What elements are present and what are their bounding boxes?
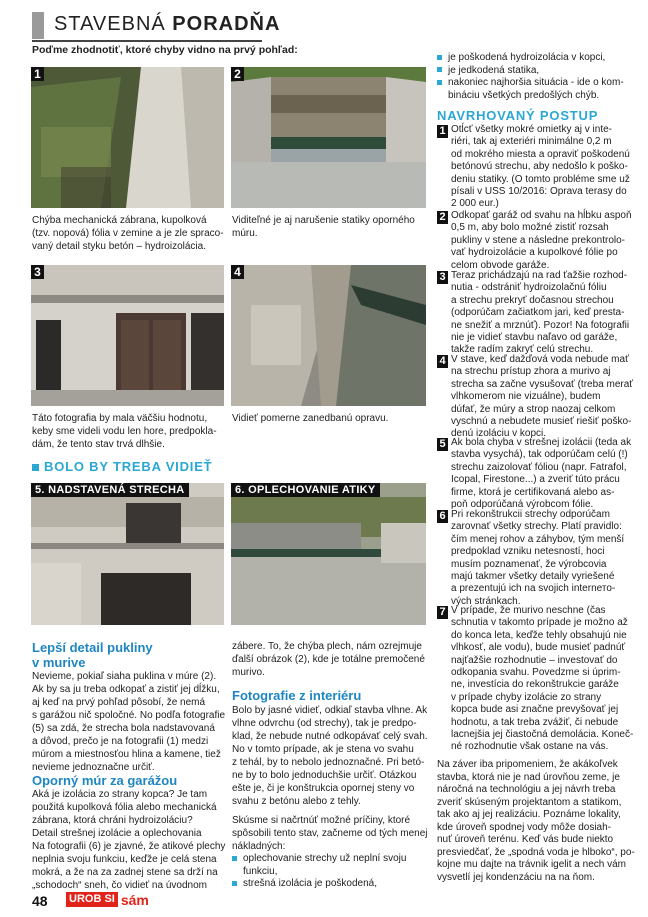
photo-3 bbox=[31, 265, 224, 406]
paragraph-continuation: zábere. To, že chýba plech, nám ozrejmuje ďalší obrázok (2), kde je totálne premočené murivo. bbox=[232, 641, 425, 678]
photo-banner: 6. OPLECHOVANIE ATIKY bbox=[231, 483, 380, 497]
step-number: 3 bbox=[437, 271, 448, 284]
closing-paragraph: Na záver iba pripomeniem, že akákoľvek stavba, ktorá nie je nad úrovňou zeme, je náročná na technológiu a jej návrh treba zveriť skúseným projektantom a statikom, tak ako aj jej realizáciu. Poznáme lokality, kde úroveň spodnej vody môže dosiah- nuť úroveň terénu. Keď vás bude niekto presviedčať, že „spodná voda je hlboko“, po- kojne mu dajte na trávnik igelit a nech vám vysvetlí jej kondenzáciu na na ňom. bbox=[437, 759, 635, 883]
heading-oporny-mur: Oporný múr za garážou bbox=[32, 773, 178, 788]
intro-text: Poďme zhodnotiť, ktoré chyby vidno na prvý pohľad: bbox=[32, 44, 298, 56]
photo-number: 2 bbox=[231, 67, 244, 81]
photo-3-caption: Táto fotografia by mala väčšiu hodnotu, keby sme videli vodu len hore, predpokla- dám, že tento stav trvá dlhšie. bbox=[32, 413, 217, 450]
header-accent-bar bbox=[32, 12, 44, 39]
step-number: 5 bbox=[437, 438, 448, 451]
square-bullet-icon bbox=[232, 856, 237, 861]
square-bullet-icon bbox=[437, 55, 442, 60]
photo-2-caption: Viditeľné je aj narušenie statiky oporného múru. bbox=[232, 215, 415, 239]
paragraph-priciny: Skúsme si načrtnúť možné príčiny, ktoré spôsobili tento stav, začneme od tých menej nákladných: bbox=[232, 815, 428, 852]
paragraph-oporny-mur: Aká je izolácia zo strany kopca? Je tam použitá kupolková fólia alebo mechanická zábrana, ktorá chráni hydroizoláciu? Detail strešnej izolácie a oplechovania Na fotografii (6) je zjavné, že atikové plechy neplnia svoju funkciu, keďže je celá stena mokrá, a že na za zadnej stene sa drží na „schodoch“ sneh, čo vidieť na úvodnom bbox=[32, 789, 226, 891]
photo-number: 3 bbox=[31, 265, 44, 279]
step-number: 6 bbox=[437, 510, 448, 523]
section-heading-bolo: BOLO BY TREBA VIDIEŤ bbox=[32, 459, 212, 474]
photo-number: 4 bbox=[231, 265, 244, 279]
heading-fotografie-interieru: Fotografie z interiéru bbox=[232, 688, 362, 703]
photo-5 bbox=[31, 483, 224, 625]
section-title: STAVEBNÁ PORADŇA bbox=[54, 13, 281, 35]
photo-6 bbox=[231, 483, 426, 625]
photo-number: 1 bbox=[31, 67, 44, 81]
step-number: 4 bbox=[437, 355, 448, 368]
photo-4 bbox=[231, 265, 426, 406]
square-bullet-icon bbox=[437, 67, 442, 72]
page-number: 48 bbox=[32, 893, 48, 909]
photo-2 bbox=[231, 67, 426, 208]
square-bullet-icon bbox=[232, 881, 237, 886]
bullet-list-priciny: oplechovanie strechy už neplní svoju funkciu, strešná izolácia je poškodená, bbox=[232, 853, 406, 891]
photo-banner: 5. NADSTAVENÁ STRECHA bbox=[31, 483, 189, 497]
step-number: 7 bbox=[437, 606, 448, 619]
bullet-list-col3: je poškodená hydroizolácia v kopci, je jedkodená statika, nakoniec najhoršia situácia - ide o kom- bináciu všetkých predošlých chýb. bbox=[437, 52, 624, 102]
square-bullet-icon bbox=[32, 464, 39, 471]
square-bullet-icon bbox=[437, 80, 442, 85]
header-rule bbox=[32, 40, 262, 42]
step-number: 1 bbox=[437, 125, 448, 138]
heading-lepsi-detail: Lepší detail pukliny v murive bbox=[32, 640, 153, 670]
step-number: 2 bbox=[437, 211, 448, 224]
heading-navrhovany-postup: NAVRHOVANÝ POSTUP bbox=[437, 108, 599, 123]
magazine-logo: UROB SI sám bbox=[66, 892, 149, 907]
photo-4-caption: Vidieť pomerne zanedbanú opravu. bbox=[232, 413, 389, 424]
paragraph-interier: Bolo by jasné vidieť, odkiaľ stavba vlhne. Ak vlhne odvrchu (od strechy), tak je predpo- klad, že nebude nutné odkopávať celý svah. No v tomto prípade, ak je stena vo svahu z tehál, by to nebolo jednoznačné. Pri betó- ne by to bolo jednoduchšie určiť. Otázkou ešte je, či je konštrukcia opornej steny vo svahu z betónu alebo z tehly. bbox=[232, 705, 428, 807]
photo-1 bbox=[31, 67, 224, 208]
photo-1-caption: Chýba mechanická zábrana, kupolková (tzv. nopová) fólia v zemine a je zle spraco- vaný detail styku betón – hydroizolácia. bbox=[32, 215, 224, 252]
paragraph-puklina: Nevieme, pokiaľ siaha puklina v múre (2). Ak by sa ju treba odkopať a zistiť jej dĺžku, aj keď na prvý pohľad pôsobí, že nemá s garážou nič spoločné. No podľa fotografie (5) sa zdá, že strecha bola nadstavovaná a dôvod, prečo je na fotografii (1) medzi múrom a miestnosťou hlina a kamene, tiež nevieme jednoznačne určiť. bbox=[32, 671, 226, 773]
